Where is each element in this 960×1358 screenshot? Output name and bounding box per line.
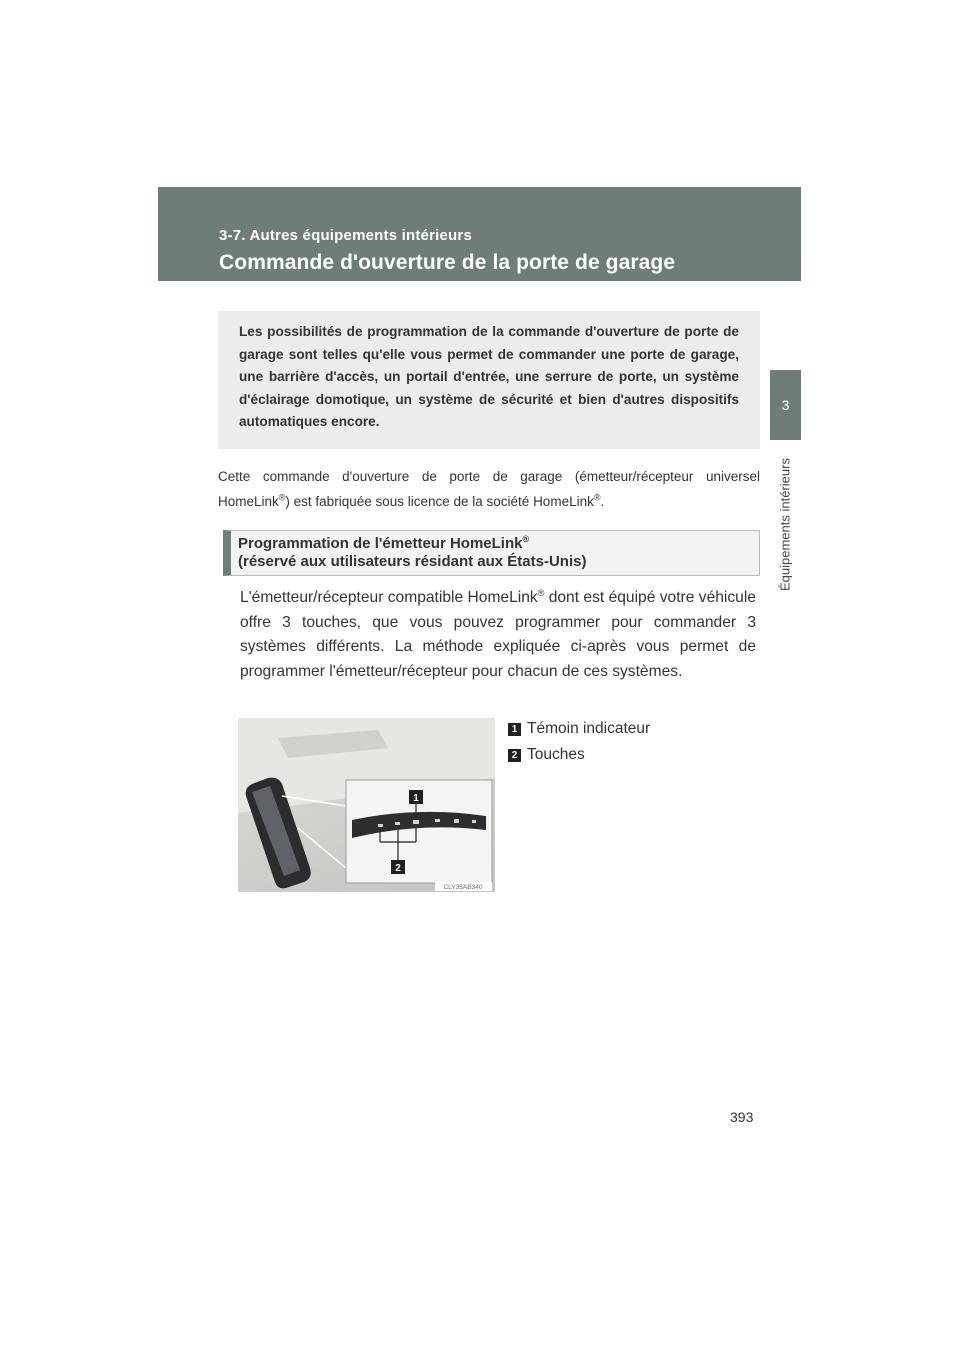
page-number: 393 (730, 1109, 754, 1125)
chapter-label: Équipements intérieurs (777, 458, 793, 591)
legend-item (508, 742, 650, 768)
body-paragraph: L'émetteur/récepteur compatible HomeLink® dont est équipé votre véhicule offre 3 touches, que vous pouvez programmer pour commander 3 systèmes différents. La méthode expliquée ci-après vous permet de programmer l'émetteur/récepteur pour chacun de ces systèmes. (240, 587, 756, 680)
legend-badge: 1 (508, 723, 521, 736)
chapter-header (158, 187, 801, 281)
legend-badge: 2 (508, 749, 521, 762)
subsection-heading: Programmation de l'émetteur HomeLink® (réservé aux utilisateurs résidant aux États-Unis) (223, 530, 760, 576)
rearview-mirror-illustration (238, 718, 495, 892)
legend-label: Témoin indicateur (527, 720, 651, 737)
registered-mark: ® (522, 534, 530, 544)
chapter-tab[interactable]: 3 (770, 370, 801, 440)
legend-item (508, 716, 650, 742)
registered-mark: ® (593, 492, 601, 503)
section-title: 3-7. Autres équipements intérieurs (219, 227, 472, 244)
page-title: Commande d'ouverture de la porte de garage (219, 251, 676, 274)
registered-mark: ® (278, 492, 286, 503)
legend-label: Touches (527, 746, 585, 763)
figure-legend (508, 716, 650, 768)
callout-2-number: 2 (395, 863, 401, 874)
figure-code: CLY35AB340 (443, 884, 483, 891)
callout-1-number: 1 (413, 793, 419, 804)
homelink-figure (238, 718, 495, 892)
registered-mark: ® (537, 587, 545, 598)
license-paragraph: Cette commande d'ouverture de porte de garage (émetteur/récepteur universel HomeLink®) est fabriquée sous licence de la société HomeLink®. (218, 469, 760, 509)
intro-box: Les possibilités de programmation de la commande d'ouverture de porte de garage sont telles qu'elle vous permet de commander une porte de garage, une barrière d'accès, un portail d'entrée, une serrure de porte, un système d'éclairage domotique, un système de sécurité et bien d'autres dispositifs automatiques encore. (218, 311, 760, 449)
